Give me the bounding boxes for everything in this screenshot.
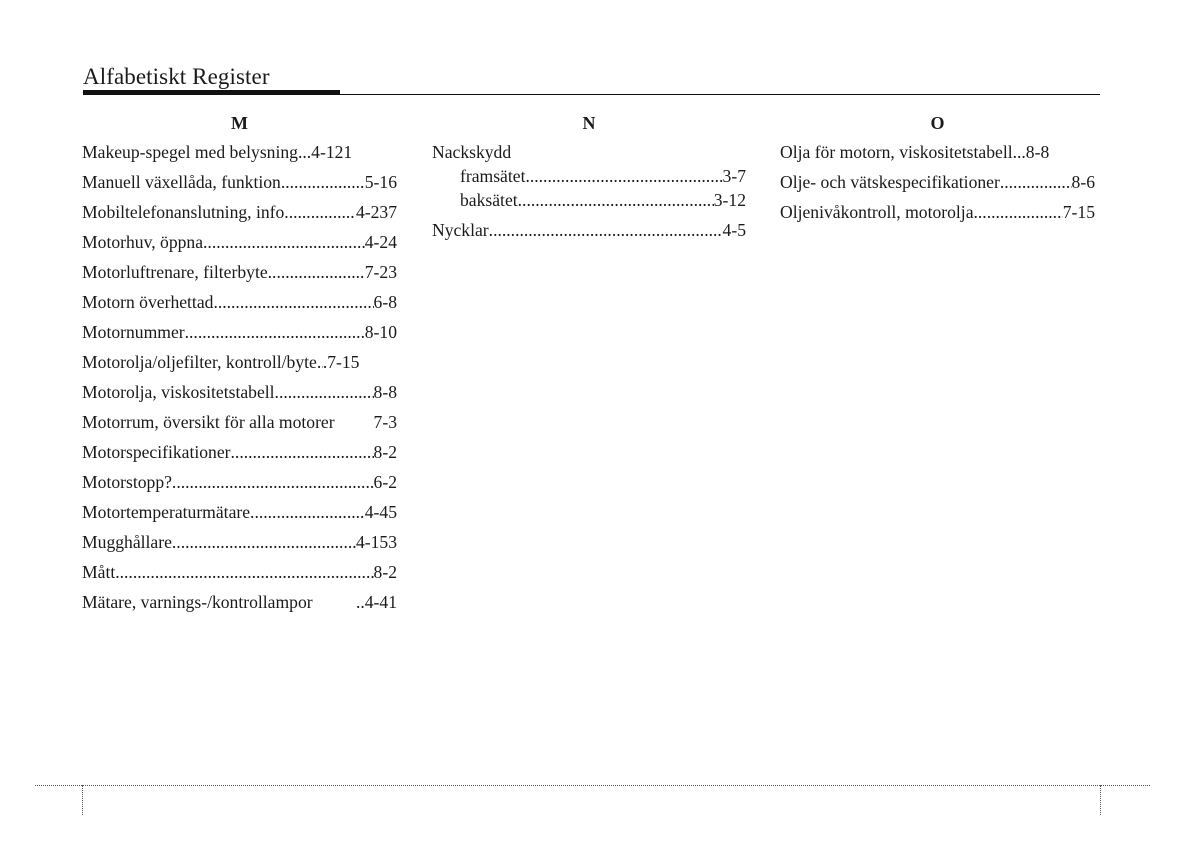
index-column-n [432,110,746,242]
index-entry: Motorrum, översikt för alla motorer 7-3 [82,412,397,432]
index-subentry: baksätet ..... 3-12 [432,188,746,212]
index-entry: Olje- och vätskespecifikationer ..... 8-6 [780,170,1095,200]
section-letter-o: O [930,113,945,133]
footer-margin-mark-left [82,785,83,815]
index-entry: Manuell växellåda, funktion ..... 5-16 [82,170,397,200]
section-letter-n: N [582,113,596,133]
index-entry: Motornummer ..... 8-10 [82,320,397,350]
index-entry: Motorluftrenare, filterbyte ..... 7-23 [82,260,397,290]
index-column-m [82,110,397,620]
index-entry: Motorn överhettad ..... 6-8 [82,290,397,320]
index-entry: Nackskydd [432,142,512,162]
page-title: Alfabetiskt Register [83,64,270,89]
title-underline [83,90,340,95]
footer-rule [35,785,1150,786]
index-subentry: framsätet ..... 3-7 [432,164,746,188]
index-entry: Motortemperaturmätare ..... 4-45 [82,500,397,530]
index-entry: Oljenivåkontroll, motorolja ..... 7-15 [780,200,1095,230]
title-rule [340,94,1100,95]
index-entry: Motorspecifikationer ..... 8-2 [82,440,397,470]
index-entry: Makeup-spegel med belysning ...4-121 [82,142,353,162]
index-column-o [780,110,1095,230]
index-entry: Mått ..... 8-2 [82,560,397,590]
index-entry: Mobiltelefonanslutning, info. ..... 4-237 [82,200,397,230]
footer-margin-mark-right [1100,785,1101,815]
index-entry: Motorolja/oljefilter, kontroll/byte ..... .7-15 [82,350,397,380]
index-entry: Olja för motorn, viskositetstabell ...8-8 [780,142,1050,162]
index-entry: Nycklar ..... 4-5 [432,218,746,242]
index-entry: Mätare, varnings-/kontrollampor ..4-41 [82,592,397,612]
section-letter-m: M [231,113,248,133]
index-entry: Motorolja, viskositetstabell ..... 8-8 [82,380,397,410]
index-entry: Motorstopp? ..... 6-2 [82,470,397,500]
index-entry: Mugghållare ..... 4-153 [82,530,397,560]
index-entry: Motorhuv, öppna ..... 4-24 [82,230,397,260]
